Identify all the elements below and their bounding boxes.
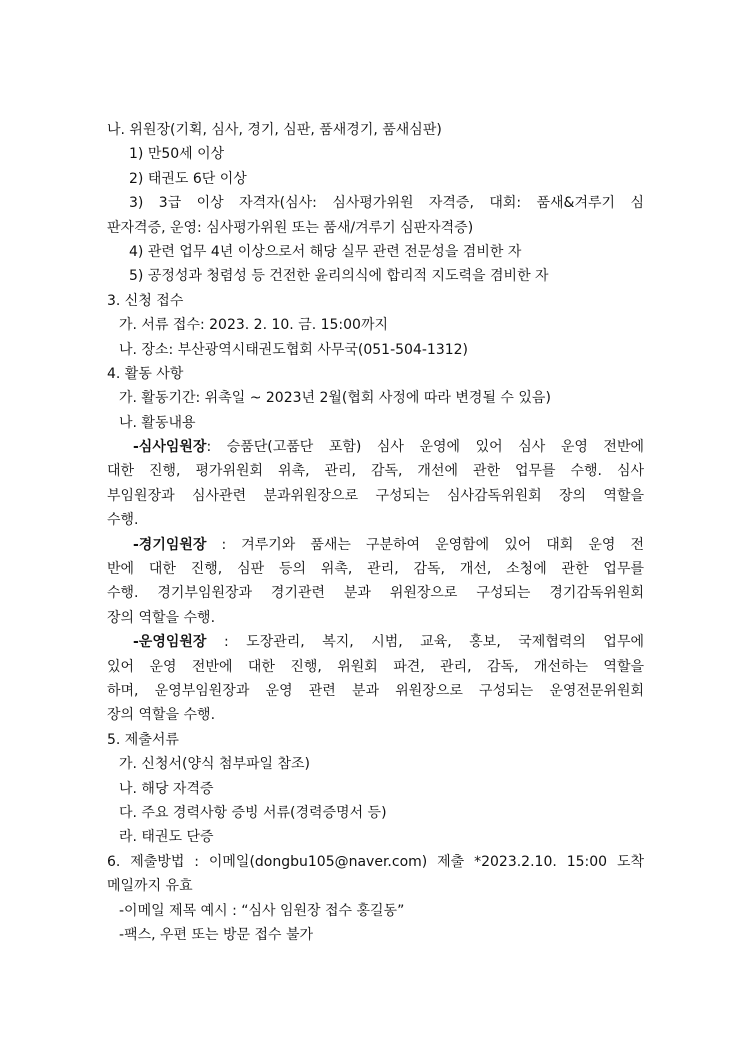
activity-item-title: -운영임원장 [133, 634, 207, 651]
activity-item-exam-line2: 대한 진행, 평가위원회 위촉, 관리, 감독, 개선에 관한 업무를 수행. 심사 [107, 463, 644, 480]
document-item: 라. 태권도 단증 [119, 829, 214, 846]
activity-heading: 4. 활동 사항 [107, 365, 184, 382]
requirement-3-cont: 판자격증, 운영: 심사평가위원 또는 품새/겨루기 심판자격증) [107, 219, 474, 236]
activity-item-ops-line2: 있어 운영 전반에 대한 진행, 위원회 파견, 관리, 감독, 개선하는 역할을 [107, 658, 644, 675]
apply-place: 나. 장소: 부산광역시태권도협회 사무국(051-504-1312) [119, 341, 469, 358]
activity-item-game-line1: -경기임원장 : 겨루기와 품새는 구분하여 운영함에 있어 대회 운영 전 [133, 536, 644, 553]
documents-heading: 5. 제출서류 [107, 731, 179, 748]
submit-method-line2: 메일까지 유효 [107, 878, 193, 895]
requirement-1: 1) 만50세 이상 [129, 146, 225, 163]
committee-heading: 나. 위원장(기획, 심사, 경기, 심판, 품새경기, 품새심판) [107, 122, 442, 138]
submit-method-line1: 6. 제출방법 : 이메일(dongbu105@naver.com) 제출 *2023.2.10. 15:00 도착 [107, 853, 644, 870]
document-item: 가. 신청서(양식 첨부파일 참조) [119, 756, 311, 773]
activity-item-ops-line4: 장의 역할을 수행. [107, 707, 216, 724]
requirement-3: 3) 3급 이상 자격자(심사: 심사평가위원 자격증, 대회: 품새&겨루기 심 [129, 195, 644, 212]
requirement-2: 2) 태권도 6단 이상 [129, 170, 247, 187]
activity-item-title: -경기임원장 [133, 536, 207, 553]
submit-note-subject: -이메일 제목 예시 : “심사 임원장 접수 홍길동” [119, 902, 405, 919]
activity-item-exam-line4: 수행. [107, 512, 139, 529]
activity-item-ops-line1: -운영임원장 : 도장관리, 복지, 시범, 교육, 홍보, 국제협력의 업무에 [133, 634, 644, 651]
activity-item-exam-line3: 부임원장과 심사관련 분과위원장으로 구성되는 심사감독위원회 장의 역할을 [107, 487, 644, 504]
activity-item-game-line2: 반에 대한 진행, 심판 등의 위촉, 관리, 감독, 개선, 소청에 관한 업무를 [107, 561, 644, 578]
activity-item-game-line3: 수행. 경기부임원장과 경기관련 분과 위원장으로 구성되는 경기감독위원회 [107, 585, 644, 602]
requirement-4: 4) 관련 업무 4년 이상으로서 해당 실무 관련 전문성을 겸비한 자 [129, 243, 522, 260]
apply-heading: 3. 신청 접수 [107, 292, 184, 309]
activity-item-ops-line3: 하며, 운영부임원장과 운영 관련 분과 위원장으로 구성되는 운영전문위원회 [107, 682, 644, 699]
activity-item-exam-line1: -심사임원장: 승품단(고품단 포함) 심사 운영에 있어 심사 운영 전반에 [133, 439, 644, 456]
activity-content-label: 나. 활동내용 [119, 414, 196, 431]
document-item: 나. 해당 자격증 [119, 780, 214, 797]
submit-note-restriction: -팩스, 우편 또는 방문 접수 불가 [119, 926, 314, 943]
activity-period: 가. 활동기간: 위촉일 ~ 2023년 2월(협회 사정에 따라 변경될 수 있음) [119, 390, 551, 407]
activity-item-game-line4: 장의 역할을 수행. [107, 609, 216, 626]
document-item: 다. 주요 경력사항 증빙 서류(경력증명서 등) [119, 804, 387, 821]
apply-deadline: 가. 서류 접수: 2023. 2. 10. 금. 15:00까지 [119, 317, 389, 334]
activity-item-title: -심사임원장 [133, 439, 207, 456]
requirement-5: 5) 공정성과 청렴성 등 건전한 윤리의식에 합리적 지도력을 겸비한 자 [129, 268, 549, 285]
document-body [107, 118, 644, 947]
